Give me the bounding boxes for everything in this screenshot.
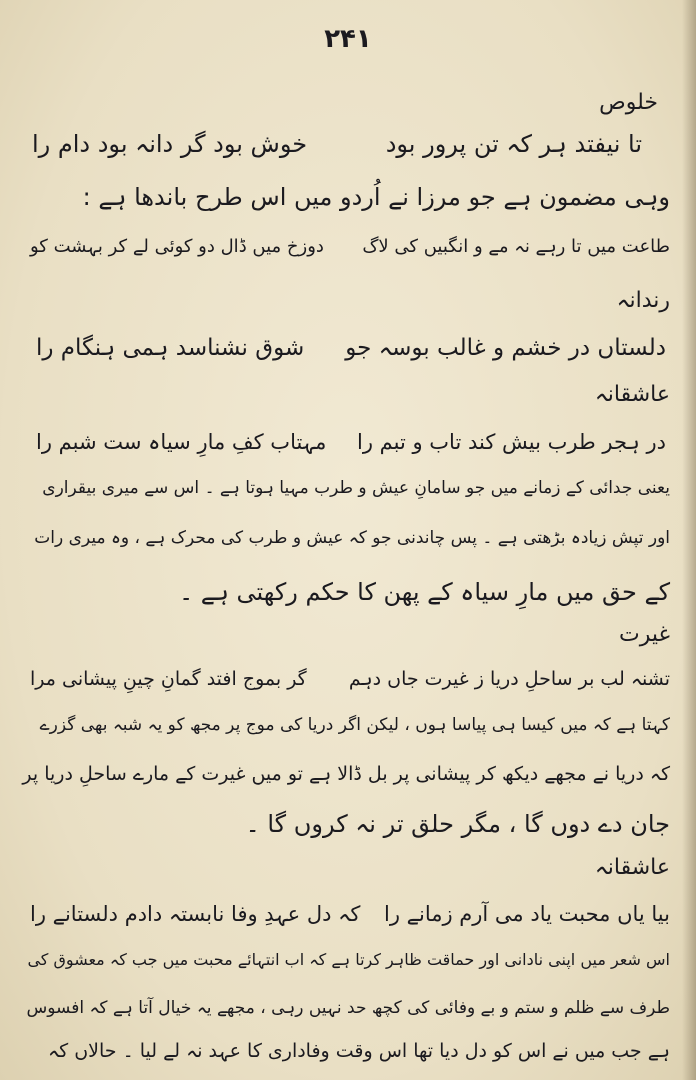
verse-second-half: مہتاب کفِ مارِ سیاہ ست شبم را (36, 430, 327, 454)
section-heading: رندانہ (616, 288, 670, 313)
section-heading: عاشقانہ (594, 855, 670, 880)
verse-second-half: کہ دل عہدِ وفا نابستہ دادم دلستانے را (30, 902, 361, 926)
prose-line: کہتا ہے کہ میں کیسا ہی پیاسا ہوں ، لیکن اگر دریا کی موج پر مجھ کو یہ شبہ بھی گزرے (39, 715, 670, 735)
prose-line: یعنی جدائی کے زمانے میں جو سامانِ عیش و طرب مہیا ہوتا ہے ۔ اس سے میری بیقراری (42, 478, 670, 498)
prose-line: جان دے دوں گا ، مگر حلق تر نہ کروں گا ۔ (245, 810, 670, 838)
persian-verse (30, 668, 670, 691)
persian-verse (30, 902, 670, 927)
prose-line: ہے جب میں نے اس کو دل دیا تھا اس وقت وفاداری کا عہد نہ لے لیا ۔ حالاں کہ (48, 1040, 670, 1062)
urdu-verse (30, 236, 670, 258)
persian-verse (32, 130, 642, 159)
section-heading: خلوص (599, 90, 658, 115)
verse-second-half: خوش بود گر دانہ بود دام را (32, 130, 308, 158)
verse-first-half: تشنہ لب بر ساحلِ دریا ز غیرت جاں دہم (348, 668, 670, 690)
verse-second-half: شوق نشناسد ہمی ہنگام را (36, 335, 305, 361)
persian-verse (36, 335, 666, 363)
prose-line: طرف سے ظلم و ستم و بے وفائی کی کچھ حد نہیں رہی ، مجھے یہ خیال آتا ہے کہ افسوس (26, 998, 670, 1018)
prose-line: کے حق میں مارِ سیاہ کے پھن کا حکم رکھتی ہے ۔ (179, 578, 670, 606)
prose-line: اور تپش زیادہ بڑھتی ہے ۔ پس چاندنی جو کہ عیش و طرب کی محرک ہے ، وہ میری رات (34, 528, 670, 548)
verse-second-half: دوزخ میں ڈال دو کوئی لے کر بہشت کو (30, 236, 324, 257)
section-heading: غیرت (619, 622, 670, 647)
verse-first-half: در ہجر طرب بیش کند تاب و تبم را (356, 430, 666, 454)
verse-first-half: تا نیفتد ہر کہ تن پرور بود (385, 130, 642, 158)
section-heading: عاشقانہ (594, 382, 670, 407)
verse-first-half: بیا یاں محبت یاد می آرم زمانے را (384, 902, 670, 926)
persian-verse (36, 430, 666, 455)
prose-line: وہی مضمون ہے جو مرزا نے اُردو میں اس طرح باندھا ہے : (82, 183, 670, 211)
page-number: ۲۴۱ (324, 24, 372, 54)
verse-second-half: گر بموج افتد گمانِ چینِ پیشانی مرا (30, 668, 307, 690)
page-edge-shadow (682, 0, 696, 1080)
verse-first-half: طاعت میں تا رہے نہ مے و انگبیں کی لاگ (362, 236, 670, 257)
prose-line: اس شعر میں اپنی نادانی اور حماقت ظاہر کرتا ہے کہ اب انتہائے محبت میں جب کہ معشوق کی (27, 950, 670, 969)
verse-first-half: دلستاں در خشم و غالب بوسہ جو (345, 335, 666, 361)
prose-line: کہ دریا نے مجھے دیکھ کر پیشانی پر بل ڈالا ہے تو میں غیرت کے مارے ساحلِ دریا پر (22, 763, 670, 785)
